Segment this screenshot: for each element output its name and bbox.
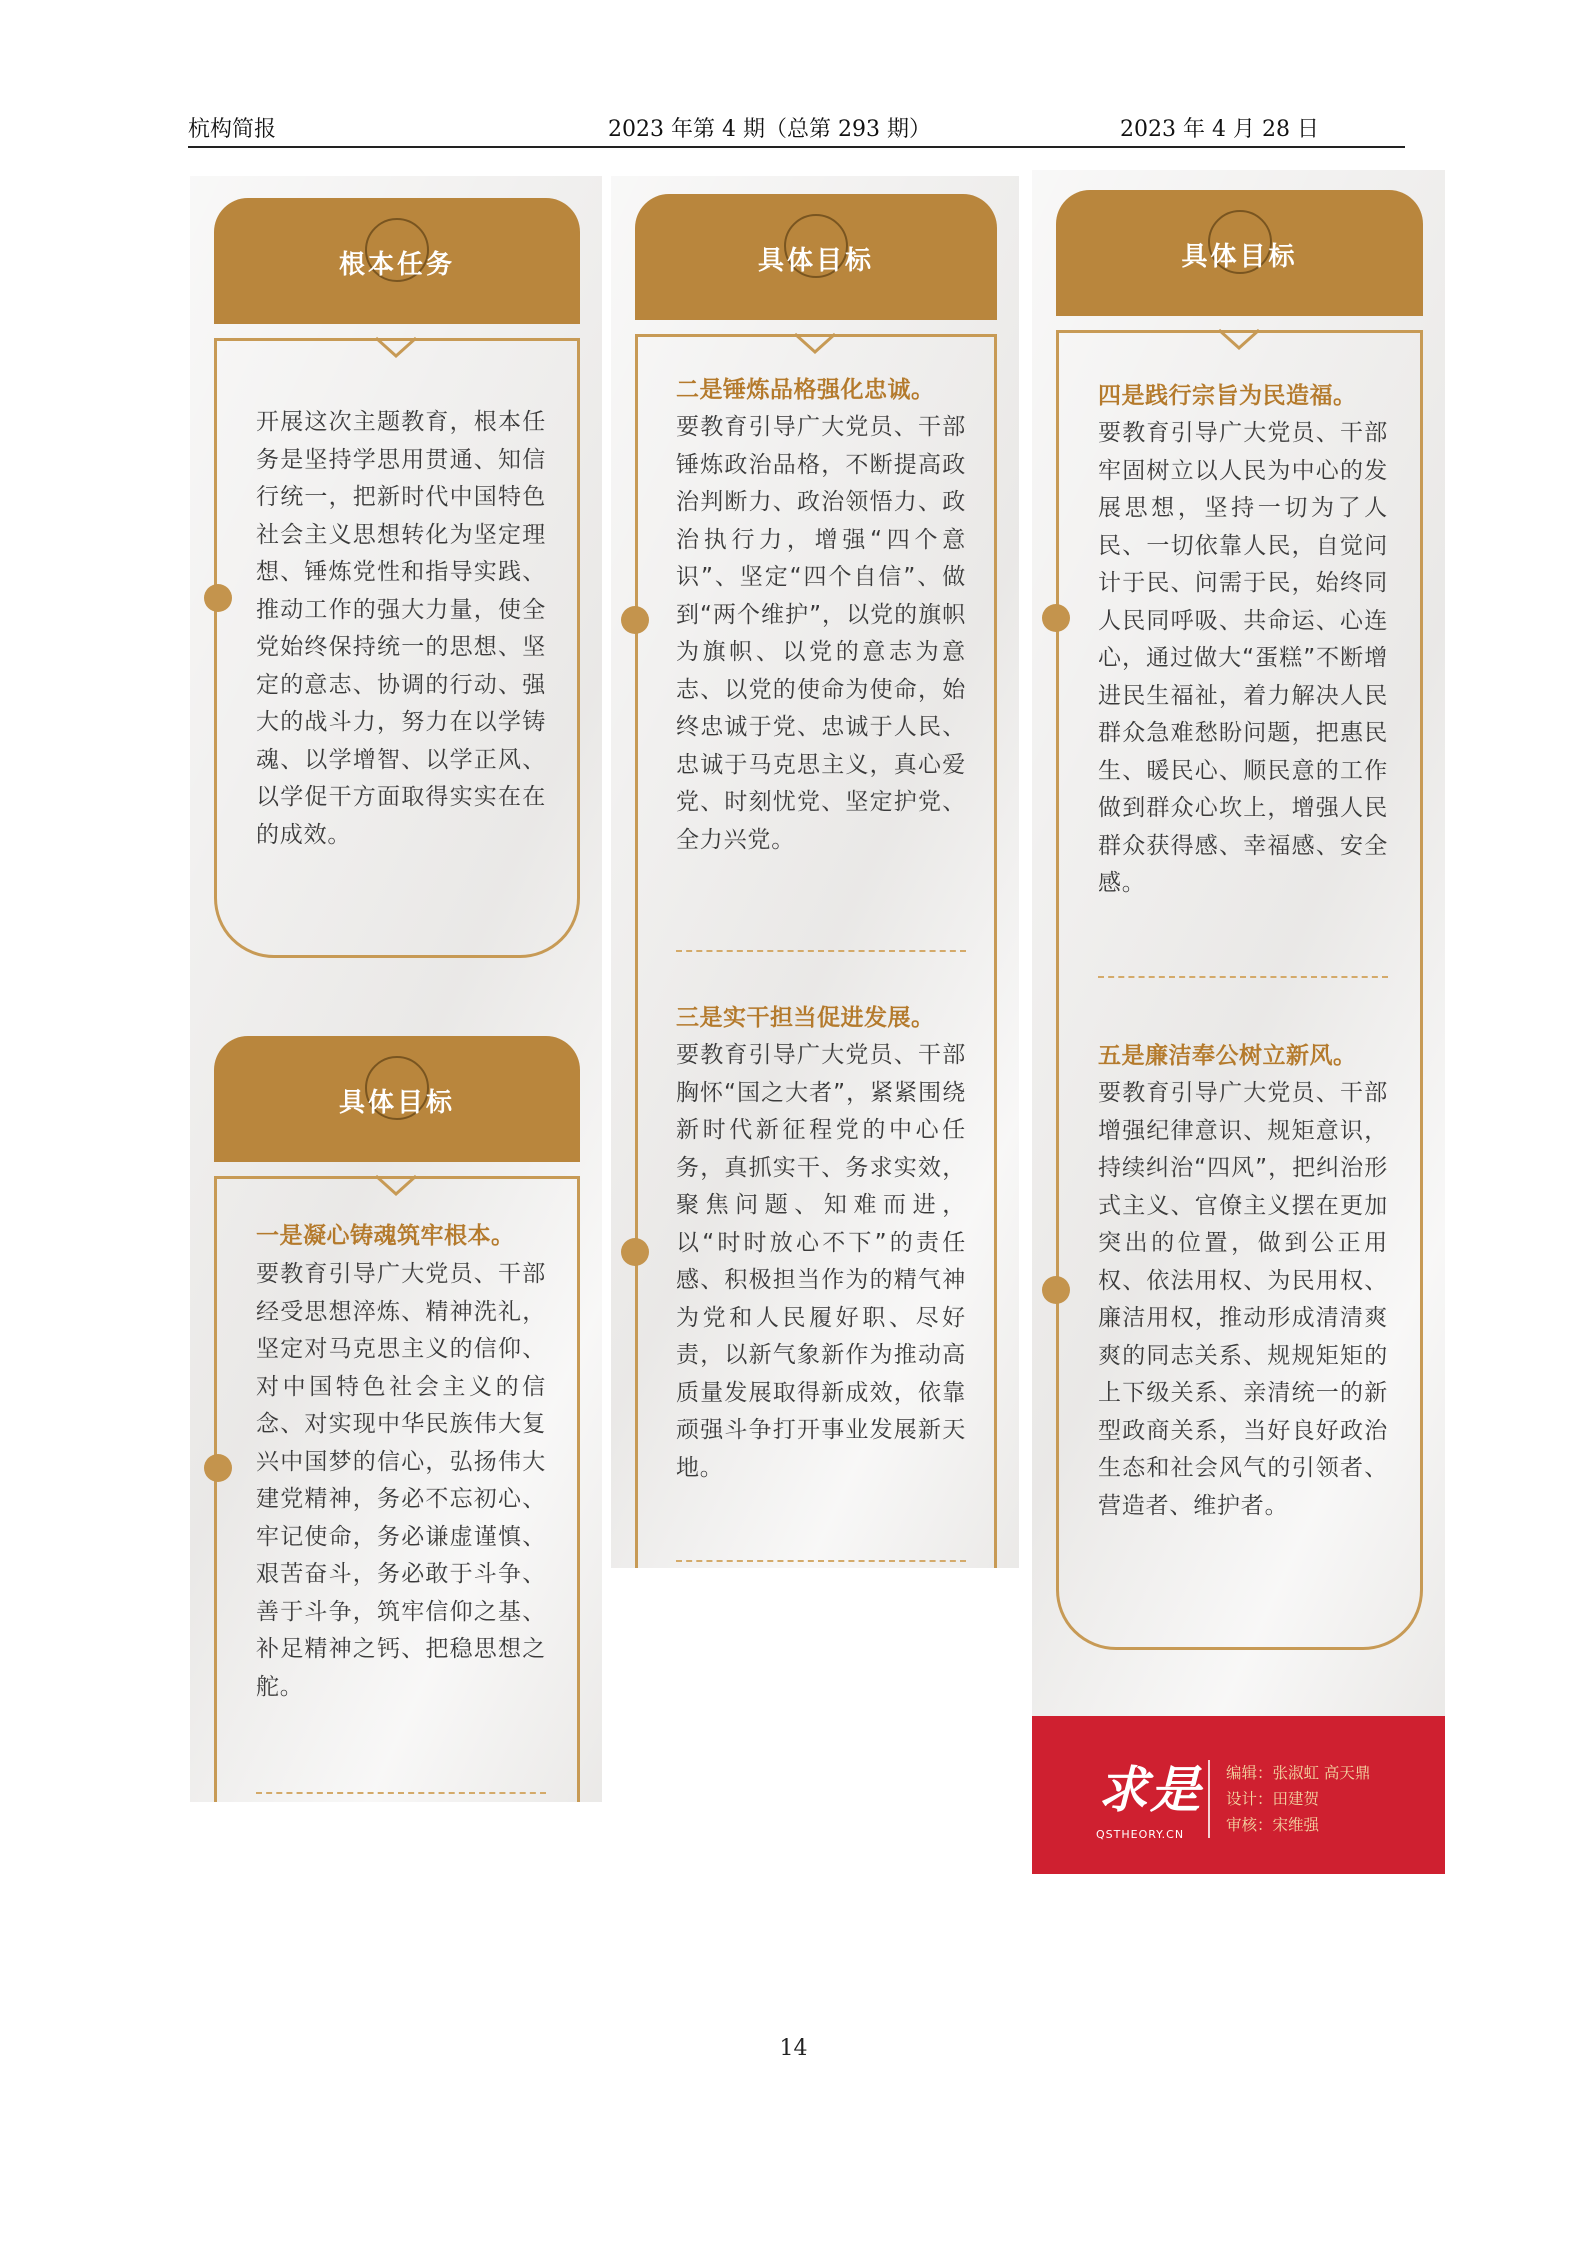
- card-body-text: 要教育引导广大党员、干部锤炼政治品格，不断提高政治判断力、政治领悟力、政治执行力，增强“四个意识”、坚定“四个自信”、做到“两个维护”，以党的旗帜为旗帜、以党的意志为意志、以党的使命为使命，始终忠诚于党、忠诚于人民、忠诚于马克思主义，真心爱党、时刻忧党、坚定护党、全力兴党。: [676, 414, 966, 853]
- card-tab: [1056, 190, 1423, 316]
- column-left: [190, 176, 602, 1802]
- goal-title: 一是凝心铸魂筑牢根本。: [256, 1223, 515, 1249]
- credits-list: [1226, 1760, 1370, 1838]
- notch-decoration: [793, 332, 837, 354]
- card-tab-title: 具体目标: [338, 1088, 455, 1118]
- page-number: 14: [779, 2036, 808, 2061]
- card-tab: [635, 194, 997, 320]
- divider-line: [1208, 1760, 1210, 1838]
- card-goal-2-3: [611, 194, 1019, 1568]
- card-tab-title: 根本任务: [338, 250, 455, 280]
- site-url: QSTHEORY.CN: [1096, 1828, 1185, 1841]
- column-middle: [611, 176, 1019, 1568]
- notch-decoration: [374, 336, 418, 358]
- dashed-divider: [1098, 976, 1388, 978]
- goal-title: 五是廉洁奉公树立新风。: [1098, 1043, 1357, 1069]
- qiushi-credit-banner: [1032, 1716, 1445, 1874]
- card-fundamental-task: [190, 198, 602, 958]
- header-issue: 2023 年第 4 期（总第 293 期）: [608, 117, 931, 142]
- goal-title: 二是锤炼品格强化忠诚。: [676, 377, 935, 403]
- card-body-text: 要教育引导广大党员、干部增强纪律意识、规矩意识，持续纠治“四风”，把纠治形式主义、官僚主义摆在更加突出的位置，做到公正用权、依法用权、为民用权、廉洁用权，推动形成清清爽爽的同志关系、规规矩矩的上下级关系、亲清统一的新型政商关系，当好良好政治生态和社会风气的引领者、营造者、维护者。: [1098, 1080, 1388, 1519]
- page-header: [188, 110, 1405, 148]
- timeline-dot: [621, 606, 649, 634]
- timeline-dot: [204, 1454, 232, 1482]
- timeline-dot: [621, 1238, 649, 1266]
- notch-decoration: [1217, 328, 1261, 350]
- goal-title: 四是践行宗旨为民造福。: [1098, 383, 1357, 409]
- card-body-text: 要教育引导广大党员、干部经受思想淬炼、精神洗礼，坚定对马克思主义的信仰、对中国特色社会主义的信念、对实现中华民族伟大复兴中国梦的信心，弘扬伟大建党精神，务必不忘初心、牢记使命，务必谦虚谨慎、艰苦奋斗，务必敢于斗争、善于斗争，筑牢信仰之基、补足精神之钙、把稳思想之舵。: [256, 1261, 546, 1700]
- timeline-dot: [204, 584, 232, 612]
- card-goal-4-5: [1032, 190, 1445, 1640]
- card-tab: [214, 198, 580, 324]
- dashed-divider: [256, 1792, 546, 1794]
- credit-review: 审核：宋维强: [1226, 1816, 1320, 1834]
- column-right: [1032, 170, 1445, 1716]
- card-tab-title: 具体目标: [1181, 242, 1298, 272]
- card-tab-title: 具体目标: [757, 246, 874, 276]
- credit-design: 设计：田建贺: [1226, 1790, 1320, 1808]
- credit-editor: 编辑：张淑虹 高天鼎: [1226, 1764, 1371, 1782]
- qiushi-logo: 求是: [1098, 1760, 1202, 1819]
- notch-decoration: [374, 1174, 418, 1196]
- card-body-text: 要教育引导广大党员、干部牢固树立以人民为中心的发展思想，坚持一切为了人民、一切依靠人民，自觉问计于民、问需于民，始终同人民同呼吸、共命运、心连心，通过做大“蛋糕”不断增进民生福祉，着力解决人民群众急难愁盼问题，把惠民生、暖民心、顺民意的工作做到群众心坎上，增强人民群众获得感、幸福感、安全感。: [1098, 420, 1388, 896]
- header-date: 2023 年 4 月 28 日: [1120, 117, 1319, 142]
- timeline-dot: [1042, 604, 1070, 632]
- goal-title: 三是实干担当促进发展。: [676, 1005, 935, 1031]
- dashed-divider: [676, 1560, 966, 1562]
- card-tab: [214, 1036, 580, 1162]
- card-goal-1: [190, 1036, 602, 1802]
- card-body-text: 要教育引导广大党员、干部胸怀“国之大者”，紧紧围绕新时代新征程党的中心任务，真抓实干、务求实效，聚焦问题、知难而进，以“时时放心不下”的责任感、积极担当作为的精气神为党和人民履好职、尽好责，以新气象新作为推动高质量发展取得新成效，依靠顽强斗争打开事业发展新天地。: [676, 1042, 966, 1481]
- timeline-dot: [1042, 1276, 1070, 1304]
- card-body-text: 开展这次主题教育，根本任务是坚持学思用贯通、知信行统一，把新时代中国特色社会主义思想转化为坚定理想、锤炼党性和指导实践、推动工作的强大力量，使全党始终保持统一的思想、坚定的意志、协调的行动、强大的战斗力，努力在以学铸魂、以学增智、以学正风、以学促干方面取得实实在在的成效。: [256, 409, 546, 848]
- header-publication: 杭构简报: [188, 117, 277, 142]
- dashed-divider: [676, 950, 966, 952]
